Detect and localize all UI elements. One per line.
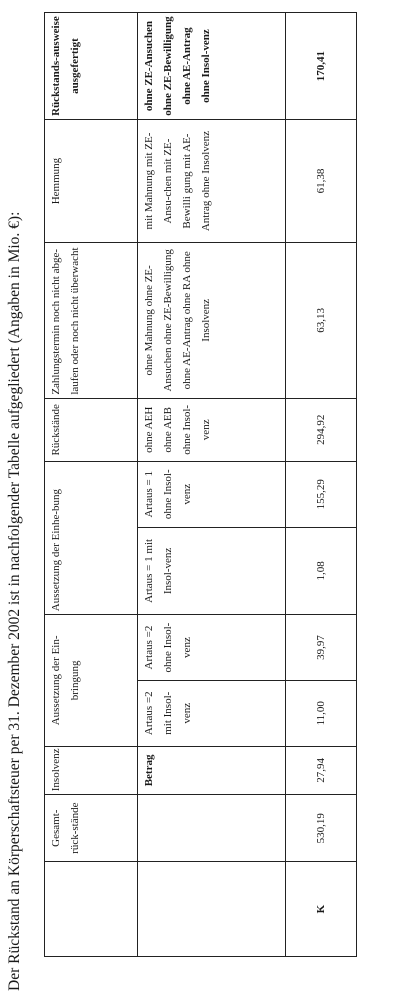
header-rueckstandsausweise: Rückstands-ausweise ausgefertigt (45, 13, 138, 120)
receivables-table (44, 12, 357, 957)
subheader-mit-mahnung: mit Mahnung mit ZE-Ansu-chen mit ZE-Bewilli gung mit AE-Antrag ohne Insolvenz (138, 120, 286, 243)
cell-hemmung: 61,38 (286, 120, 357, 243)
cell-zahlungstermin: 63,13 (286, 242, 357, 398)
caption: Der Rückstand an Körperschaftsteuer per 31. Dezember 2002 ist in nachfolgender Tabelle aufgegliedert (Angaben in Mio. €): (6, 211, 23, 991)
header-hemmung: Hemmung (45, 120, 138, 243)
cell-rueckstaende: 294,92 (286, 398, 357, 461)
header-row-details (138, 13, 286, 957)
cell-gesamt: 530,19 (286, 795, 357, 862)
header-insolvenz: Insolvenz (45, 746, 138, 795)
subheader-betrag: Betrag (138, 746, 286, 795)
header-rueckstaende: Rückstände (45, 398, 138, 461)
cell-artaus1-ohne: 155,29 (286, 461, 357, 527)
subheader-ohne-mahnung: ohne Mahnung ohne ZE-Ansuchen ohne ZE-Bewilligung ohne AE-Antrag ohne RA ohne Insolvenz (138, 242, 286, 398)
subheader-artaus2-mit-insolvenz: Artaus =2 mit Insol-venz (138, 680, 286, 746)
subheader-artaus1-ohne-insolvenz: Artaus = 1 ohne Insol-venz (138, 461, 286, 527)
subheader-ohne-ze-ansuchen: ohne ZE-Ansuchen ohne ZE-Bewilligung ohne AE-Antrag ohne Insol-venz (138, 13, 286, 120)
cell-rueckstandsausweise: 170,41 (286, 13, 357, 120)
row-label: K (286, 862, 357, 957)
header-row-groups (45, 13, 138, 957)
header-gesamtrueckstaende: Gesamt-rück-stände (45, 795, 138, 862)
table-row (286, 13, 357, 957)
cell-artaus2-mit: 11,00 (286, 680, 357, 746)
cell-insolvenz-betrag: 27,94 (286, 746, 357, 795)
header-empty (45, 862, 138, 957)
header-aussetzung-einhebung: Aussetzung der Einhe-bung (45, 461, 138, 614)
cell-artaus1-mit: 1,08 (286, 527, 357, 615)
subheader-artaus2-ohne-insolvenz: Artaus =2 ohne Insol-venz (138, 615, 286, 681)
cell-artaus2-ohne: 39,97 (286, 615, 357, 681)
header-zahlungstermin: Zahlungstermin noch nicht abge-laufen oder noch nicht überwacht (45, 242, 138, 398)
subheader-artaus1-mit-insolvenz: Artaus = 1 mit Insol-venz (138, 527, 286, 615)
subheader-ohne-aeh-aeb: ohne AEH ohne AEB ohne Insol-venz (138, 398, 286, 461)
subheader-empty-2 (138, 795, 286, 862)
header-aussetzung-einbringung: Aussetzung der Ein-bringung (45, 615, 138, 746)
subheader-empty-1 (138, 862, 286, 957)
